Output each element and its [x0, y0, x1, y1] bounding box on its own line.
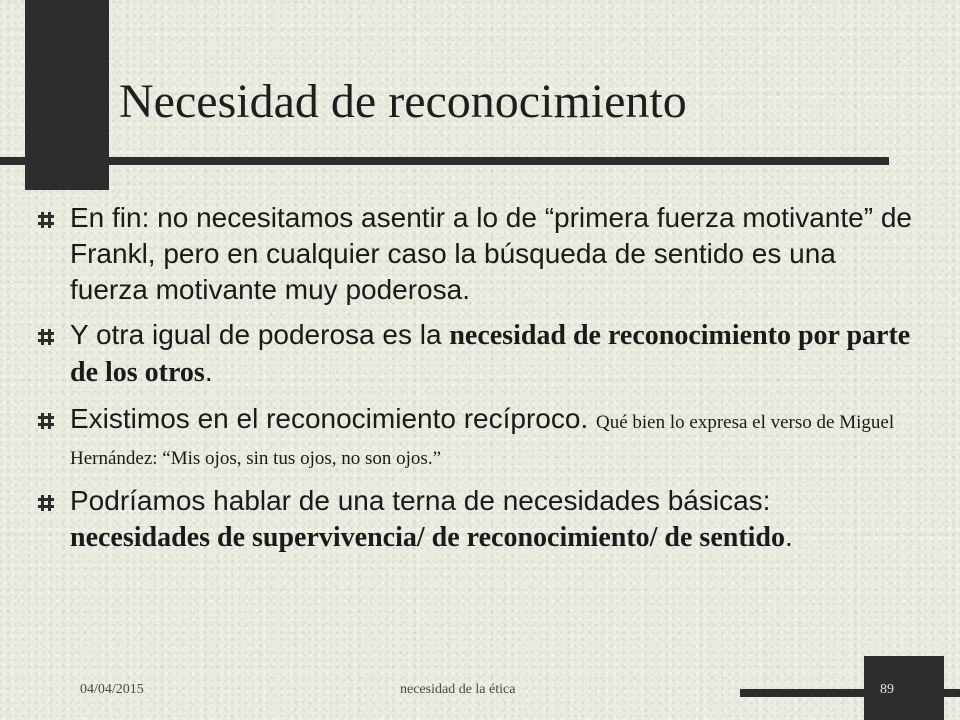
- bullet-text: Y otra igual de poderosa es la: [70, 319, 450, 351]
- bullet-emphasis: necesidad de reconocimiento por parte de los otros: [70, 320, 911, 389]
- bullet-text: Existimos en el reconocimiento recíproco.: [70, 403, 589, 435]
- hash-bullet-icon: [38, 212, 54, 228]
- bullet-text-end: .: [785, 520, 793, 552]
- footer-date: 04/04/2015: [80, 682, 144, 697]
- page-number: 89: [880, 682, 894, 697]
- bullet-item: [38, 401, 918, 473]
- footer-title: necesidad de la ética: [400, 682, 516, 697]
- hash-bullet-icon: [38, 495, 54, 511]
- bullet-emphasis: necesidades de supervivencia/ de reconocimiento/ de sentido: [70, 521, 785, 553]
- bullet-item: [38, 317, 918, 391]
- bullet-text: Podríamos hablar de una terna de necesidades básicas:: [70, 484, 771, 516]
- page-number-box: [864, 656, 944, 720]
- bullet-list: [38, 200, 918, 565]
- title-underline: [0, 157, 889, 165]
- bullet-quote: Qué bien lo expresa el verso de Miguel Hernández: “Mis ojos, sin tus ojos, no son ojos.”: [70, 412, 895, 469]
- bullet-item: [38, 483, 918, 556]
- bullet-item: [38, 200, 918, 307]
- hash-bullet-icon: [38, 413, 54, 429]
- bullet-text: En fin: no necesitamos asentir a lo de “primera fuerza motivante” de Frankl, pero en cualquier caso la búsqueda de sentido es una fuerza motivante muy poderosa.: [70, 202, 912, 305]
- bullet-text-end: .: [204, 356, 213, 388]
- hash-bullet-icon: [38, 329, 54, 345]
- slide-title: Necesidad de reconocimiento: [119, 75, 687, 128]
